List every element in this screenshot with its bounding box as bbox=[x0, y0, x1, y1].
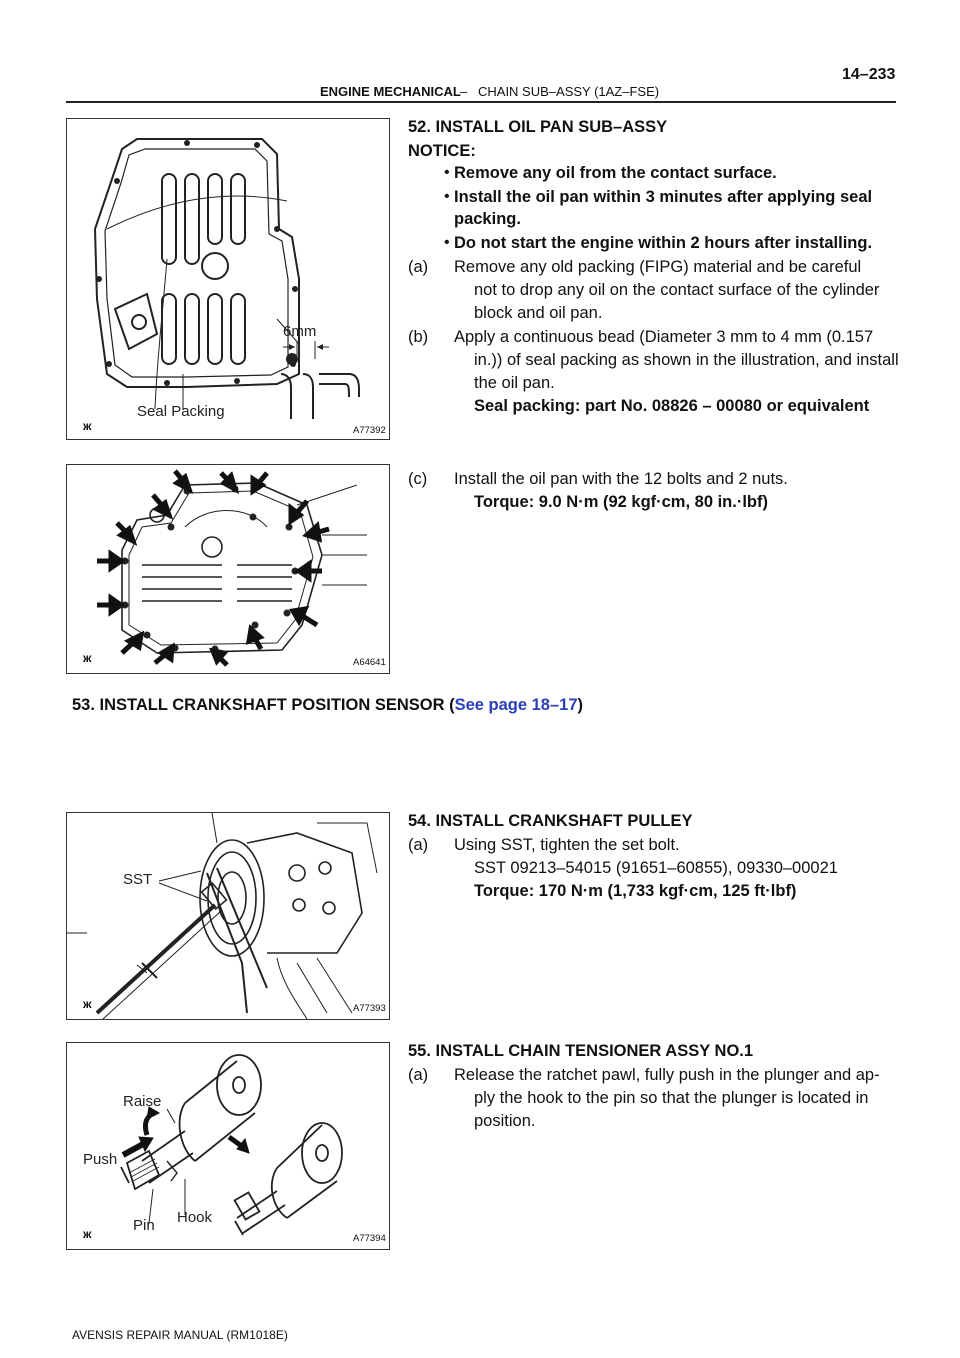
label-push: Push bbox=[83, 1151, 118, 1168]
bullet: • bbox=[444, 164, 450, 181]
figure-code: A77392 bbox=[353, 425, 386, 436]
spec-torque: Torque: 9.0 N·m (92 kgf·cm, 80 in.·lbf) bbox=[474, 493, 768, 511]
substep-text: Using SST, tighten the set bolt. bbox=[454, 836, 680, 854]
substep-text: position. bbox=[474, 1112, 536, 1130]
page-number: 14–233 bbox=[842, 66, 896, 83]
spec-seal-packing: Seal packing: part No. 08826 – 00080 or equivalent bbox=[474, 397, 870, 415]
header-subsection: CHAIN SUB–ASSY (1AZ–FSE) bbox=[478, 84, 660, 99]
substep-text: ply the hook to the pin so that the plunger is located in bbox=[474, 1089, 869, 1107]
substep-label: (b) bbox=[408, 328, 429, 346]
step-53-close: ) bbox=[577, 696, 584, 714]
page-link[interactable]: See page 18–17 bbox=[454, 696, 578, 714]
notice-item: Do not start the engine within 2 hours after installing. bbox=[454, 234, 873, 252]
substep-label: (c) bbox=[408, 470, 428, 488]
header-rule bbox=[66, 101, 896, 103]
figure-mark: ж bbox=[83, 997, 92, 1011]
sst-numbers: SST 09213–54015 (91651–60855), 09330–00021 bbox=[474, 859, 838, 877]
step-52-title: 52. INSTALL OIL PAN SUB–ASSY bbox=[408, 118, 668, 136]
notice-item: Install the oil pan within 3 minutes after applying seal bbox=[454, 188, 873, 206]
figure-chain-tensioner bbox=[66, 1042, 390, 1250]
spec-torque: Torque: 170 N·m (1,733 kgf·cm, 125 ft·lbf) bbox=[474, 882, 797, 900]
bullet: • bbox=[444, 188, 450, 205]
label-hook: Hook bbox=[177, 1209, 213, 1226]
substep-text: the oil pan. bbox=[474, 374, 555, 392]
substep-text: not to drop any oil on the contact surface of the cylinder bbox=[474, 281, 880, 299]
header-dash: – bbox=[460, 84, 468, 99]
figure-mark: ж bbox=[83, 651, 92, 665]
substep-text: Apply a continuous bead (Diameter 3 mm to 4 mm (0.157 bbox=[454, 328, 874, 346]
figure-oil-pan-bolts bbox=[66, 464, 390, 674]
substep-text: block and oil pan. bbox=[474, 304, 603, 322]
label-seal-packing: Seal Packing bbox=[137, 403, 225, 420]
figure-code: A77393 bbox=[353, 1003, 386, 1014]
label-sst: SST bbox=[123, 871, 153, 888]
notice-item: Remove any oil from the contact surface. bbox=[454, 164, 777, 182]
label-pin: Pin bbox=[133, 1217, 155, 1234]
header-section: ENGINE MECHANICAL bbox=[320, 84, 461, 99]
label-raise: Raise bbox=[123, 1093, 162, 1110]
substep-text: Release the ratchet pawl, fully push in the plunger and ap- bbox=[454, 1066, 880, 1084]
substep-label: (a) bbox=[408, 258, 429, 276]
substep-label: (a) bbox=[408, 1066, 429, 1084]
substep-text: in.)) of seal packing as shown in the illustration, and install bbox=[474, 351, 899, 369]
crankshaft-pulley-illustration bbox=[67, 813, 389, 1019]
step-55-title: 55. INSTALL CHAIN TENSIONER ASSY NO.1 bbox=[408, 1042, 754, 1060]
step-53-title bbox=[72, 694, 583, 716]
notice-label: NOTICE: bbox=[408, 142, 476, 160]
step-54-title: 54. INSTALL CRANKSHAFT PULLEY bbox=[408, 812, 693, 830]
footer-manual: AVENSIS REPAIR MANUAL (RM1018E) bbox=[72, 1328, 288, 1342]
figure-mark: ж bbox=[83, 419, 92, 433]
label-6mm: 6mm bbox=[283, 323, 317, 340]
figure-code: A64641 bbox=[353, 657, 386, 668]
chain-tensioner-illustration bbox=[67, 1043, 389, 1249]
substep-text: Install the oil pan with the 12 bolts and 2 nuts. bbox=[454, 470, 788, 488]
notice-item-cont: packing. bbox=[454, 210, 521, 228]
substep-label: (a) bbox=[408, 836, 429, 854]
substep-text: Remove any old packing (FIPG) material and be careful bbox=[454, 258, 862, 276]
oil-pan-illustration bbox=[67, 119, 389, 439]
step-53-text: 53. INSTALL CRANKSHAFT POSITION SENSOR ( bbox=[72, 696, 455, 714]
figure-mark: ж bbox=[83, 1227, 92, 1241]
oil-pan-bolts-illustration bbox=[67, 465, 389, 673]
figure-crankshaft-pulley bbox=[66, 812, 390, 1020]
bullet: • bbox=[444, 234, 450, 251]
figure-code: A77394 bbox=[353, 1233, 386, 1244]
figure-oil-pan-seal bbox=[66, 118, 390, 440]
